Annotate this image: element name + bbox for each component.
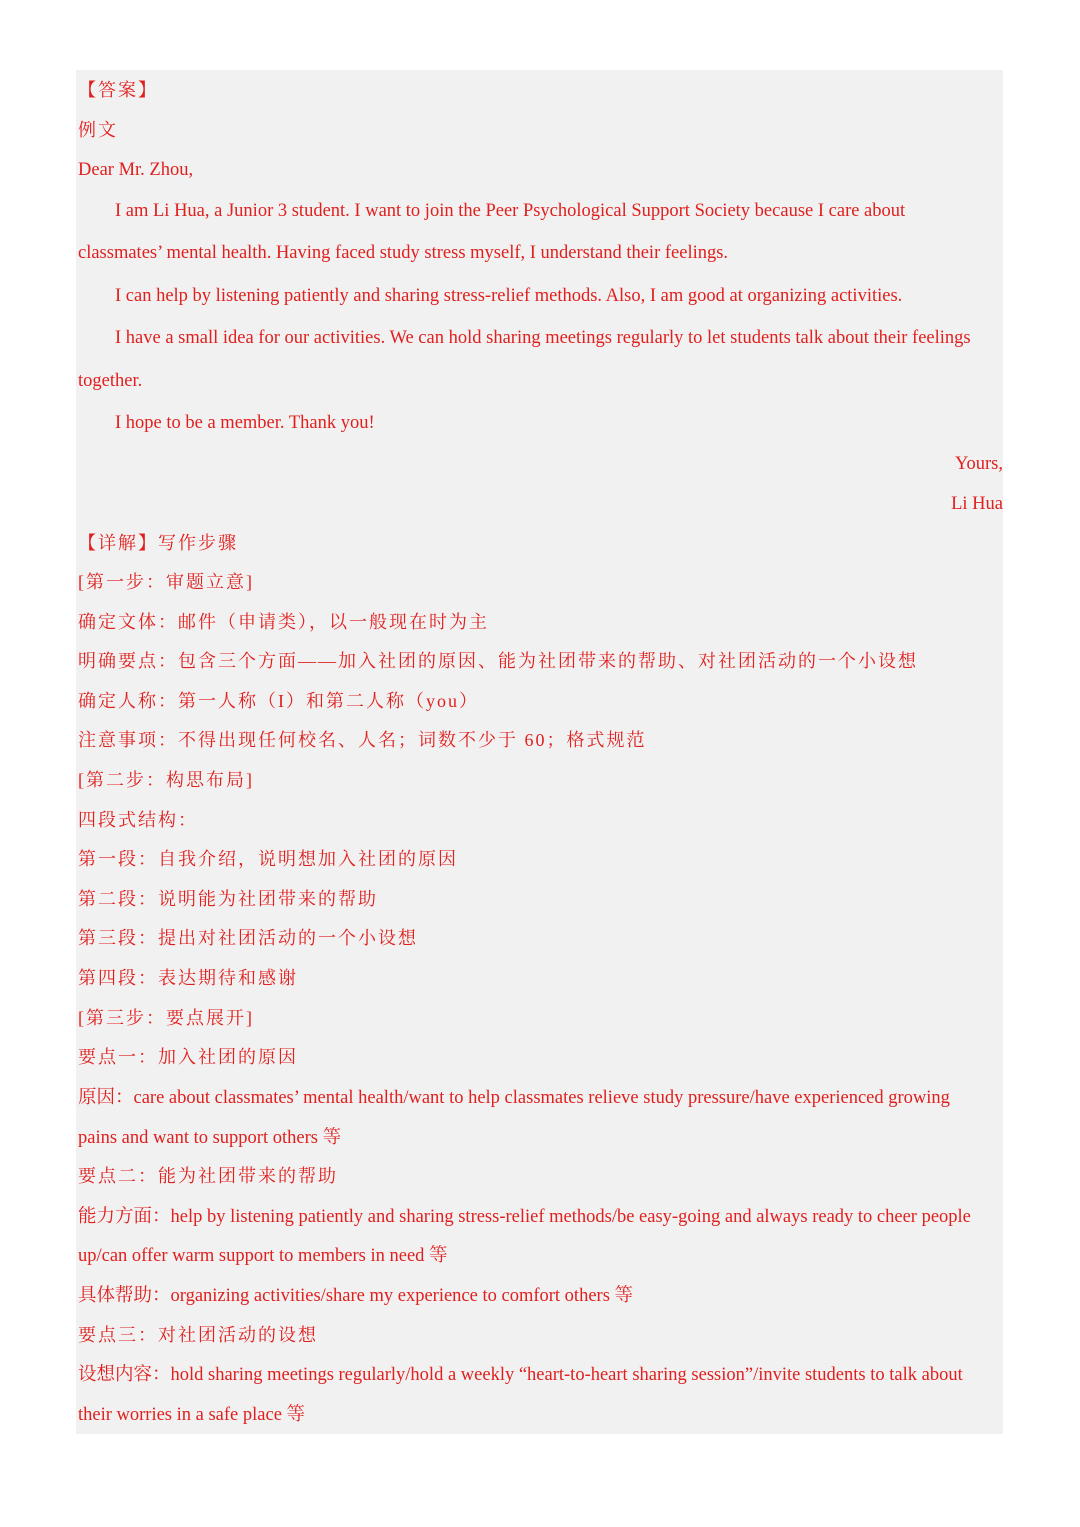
explanation-heading: 【详解】写作步骤 (78, 533, 238, 553)
answer-heading: 【答案】 (78, 80, 158, 100)
step-2-item: 第二段：说明能为社团带来的帮助 (78, 889, 378, 909)
point-2-line-2: up/can offer warm support to members in need 等 (78, 1246, 448, 1266)
point-1-line-1: 原因：care about classmates’ mental health/want to help classmates relieve study pressure/have experienced growing (78, 1088, 950, 1108)
paragraph-1-line-1: I am Li Hua, a Junior 3 student. I want to join the Peer Psychological Support Society because I care about (115, 201, 906, 221)
point-2-line-3: 具体帮助：organizing activities/share my experience to comfort others 等 (78, 1286, 634, 1306)
salutation: Dear Mr. Zhou, (78, 160, 194, 180)
step-2-item: 第四段：表达期待和感谢 (78, 968, 298, 988)
point-1-title: 要点一：加入社团的原因 (78, 1047, 298, 1067)
step-1-title: [第一步：审题立意] (78, 572, 254, 592)
point-1-line-2: pains and want to support others 等 (78, 1128, 342, 1148)
step-2-item: 第三段：提出对社团活动的一个小设想 (78, 928, 418, 948)
sample-label: 例文 (78, 120, 118, 140)
paragraph-3-line-2: together. (78, 371, 143, 391)
paragraph-2: I can help by listening patiently and sharing stress-relief methods. Also, I am good at organizing activities. (115, 286, 903, 306)
paragraph-3-line-1: I have a small idea for our activities. We can hold sharing meetings regularly to let students talk about their feelings (115, 328, 971, 348)
answer-page (76, 70, 1003, 1434)
paragraph-4: I hope to be a member. Thank you! (115, 413, 375, 433)
point-2-line-1: 能力方面：help by listening patiently and sharing stress-relief methods/be easy-going and always ready to cheer people (78, 1207, 971, 1227)
point-3-line-2: their worries in a safe place 等 (78, 1405, 306, 1425)
paragraph-1-line-2: classmates’ mental health. Having faced study stress myself, I understand their feelings. (78, 243, 729, 263)
step-2-item: 第一段：自我介绍，说明想加入社团的原因 (78, 849, 458, 869)
signature: Li Hua (951, 494, 1003, 514)
step-2-title: [第二步：构思布局] (78, 770, 254, 790)
point-2-title: 要点二：能为社团带来的帮助 (78, 1166, 338, 1186)
step-1-item: 确定文体：邮件（申请类），以一般现在时为主 (78, 612, 489, 632)
point-3-line-1: 设想内容：hold sharing meetings regularly/hold a weekly “heart-to-heart sharing session”/invite students to talk about (78, 1365, 963, 1385)
step-1-item: 明确要点：包含三个方面——加入社团的原因、能为社团带来的帮助、对社团活动的一个小设想 (78, 651, 918, 671)
closing: Yours, (955, 454, 1003, 474)
step-1-item: 确定人称：第一人称（I）和第二人称（you） (78, 691, 479, 711)
step-1-item: 注意事项：不得出现任何校名、人名；词数不少于 60；格式规范 (78, 730, 647, 750)
step-3-title: [第三步：要点展开] (78, 1008, 254, 1028)
point-3-title: 要点三：对社团活动的设想 (78, 1325, 318, 1345)
step-2-intro: 四段式结构： (78, 810, 198, 830)
